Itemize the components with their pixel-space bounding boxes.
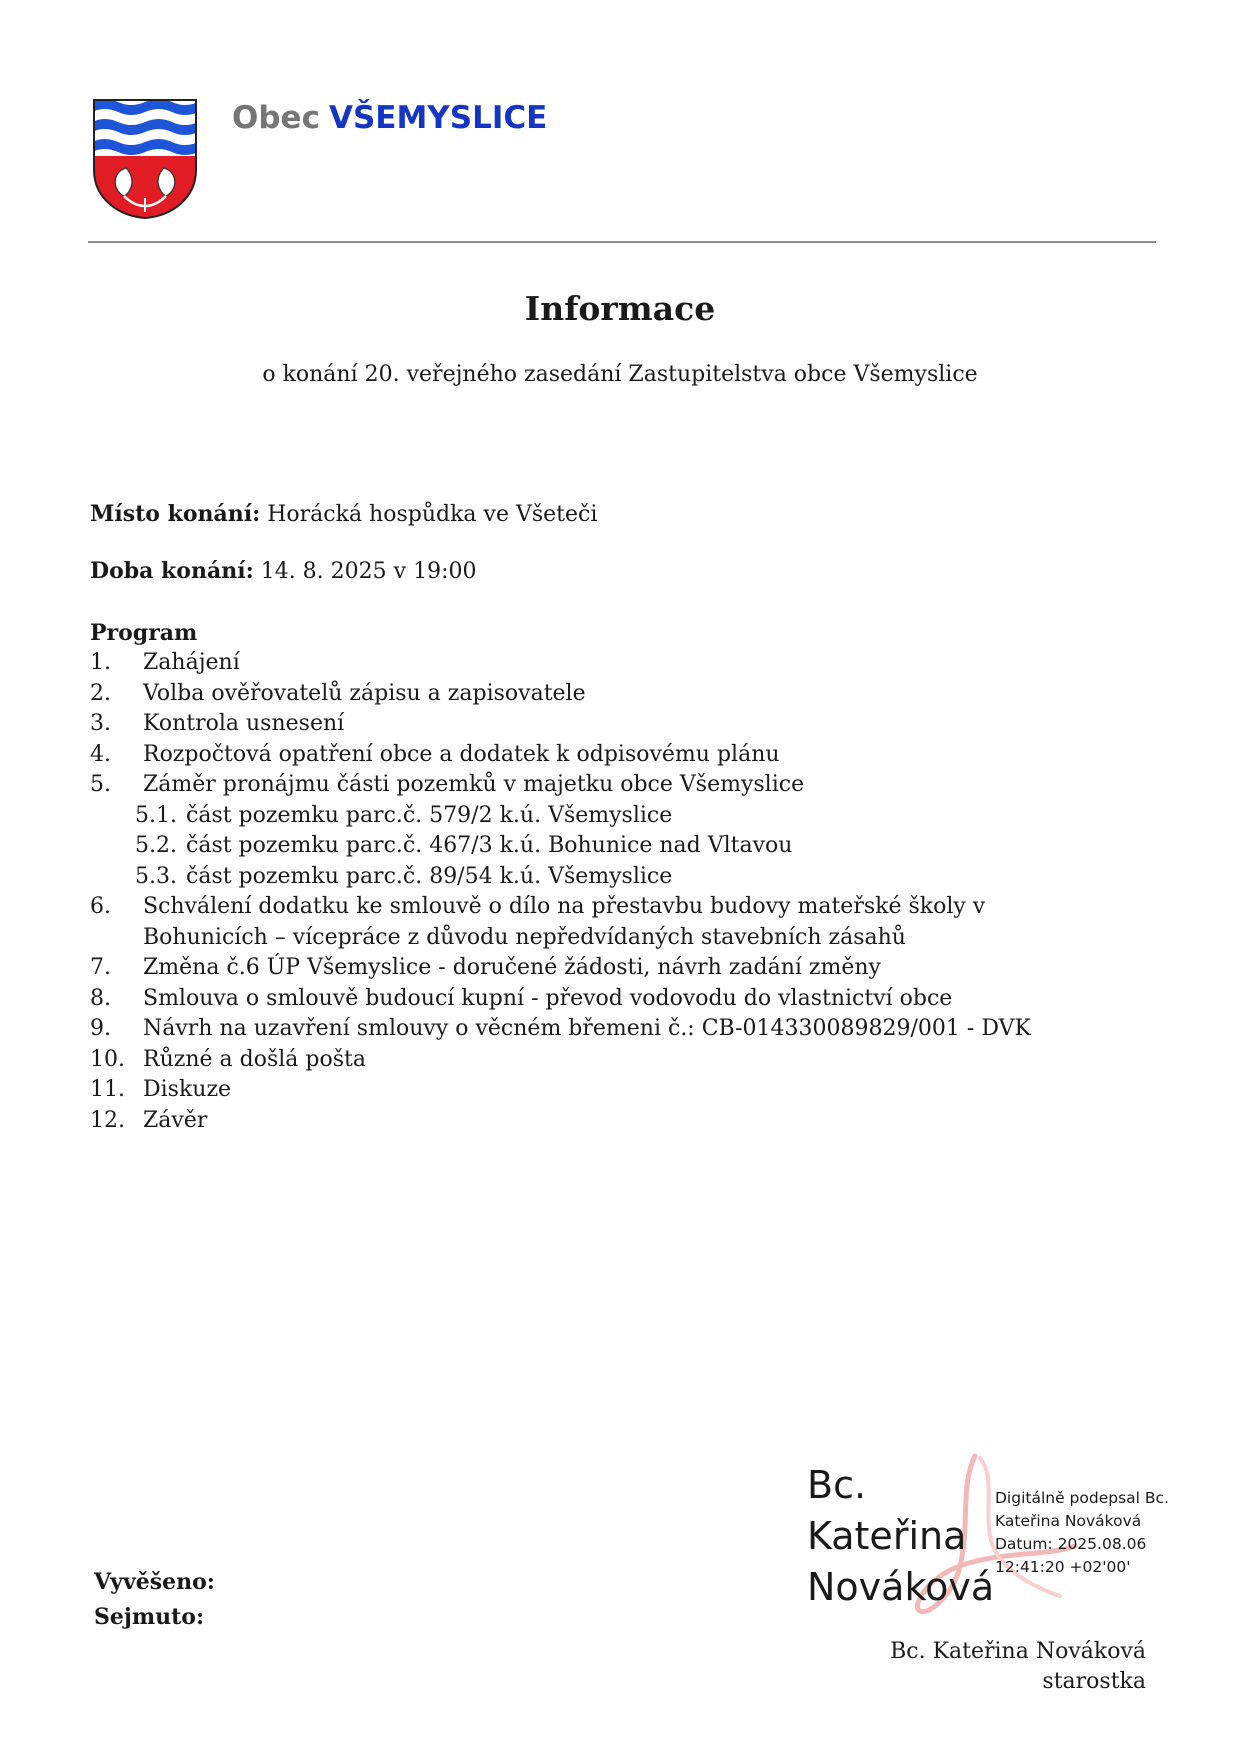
- meeting-time: [90, 558, 476, 584]
- meeting-place-value: Horácká hospůdka ve Všeteči: [267, 502, 598, 527]
- document-title: Informace: [524, 289, 716, 328]
- municipality-header: [232, 100, 547, 136]
- posted-label: Vyvěšeno:: [94, 1569, 215, 1595]
- meeting-place-label: Místo konání:: [90, 501, 261, 527]
- municipality-prefix: Obec: [232, 100, 320, 136]
- meeting-time-value: 14. 8. 2025 v 19:00: [260, 559, 477, 584]
- program-item: 12. Závěr: [90, 1107, 208, 1133]
- document-subtitle: o konání 20. veřejného zasedání Zastupitelstva obce Všemyslice: [262, 362, 978, 387]
- digital-signature-name: Bc. Kateřina Nováková: [807, 1463, 995, 1609]
- program-item: 9. Návrh na uzavření smlouvy o věcném břemeni č.: CB-014330089829/001 - DVK: [90, 1016, 1031, 1041]
- program-item: 2. Volba ověřovatelů zápisu a zapisovatele: [90, 680, 586, 706]
- removed-label: Sejmuto:: [94, 1604, 205, 1630]
- program-subitem: 5.1. část pozemku parc.č. 579/2 k.ú. Všemyslice: [135, 802, 673, 828]
- program-item: 6. Schválení dodatku ke smlouvě o dílo na přestavbu budovy mateřské školy v Bohunicích – vícepráce z důvodu nepředvídaných stavebních zásahů: [90, 894, 986, 950]
- program-item: 5. Záměr pronájmu části pozemků v majetku obce Všemyslice: [90, 772, 805, 797]
- program-item: 7. Změna č.6 ÚP Všemyslice - doručené žádosti, návrh zadání změny: [90, 955, 881, 980]
- municipality-name: VŠEMYSLICE: [328, 100, 548, 136]
- program-item: 3. Kontrola usnesení: [90, 711, 345, 736]
- header-divider: [88, 241, 1156, 243]
- program-item: 1. Zahájení: [90, 650, 240, 675]
- program-item: 8. Smlouva o smlouvě budoucí kupní - převod vodovodu do vlastnictví obce: [90, 985, 953, 1011]
- program-heading: Program: [90, 620, 198, 646]
- digital-signature-info: Digitálně podepsal Bc. Kateřina Nováková Datum: 2025.08.06 12:41:20 +02'00': [995, 1489, 1169, 1576]
- program-item: 11. Diskuze: [90, 1077, 232, 1102]
- program-item: 4. Rozpočtová opatření obce a dodatek k odpisovému plánu: [90, 741, 780, 767]
- program-item: 10. Různé a došlá pošta: [90, 1046, 366, 1072]
- program-subitem: 5.2. část pozemku parc.č. 467/3 k.ú. Bohunice nad Vltavou: [135, 833, 793, 858]
- meeting-place: [90, 501, 597, 527]
- signer-role: starostka: [1042, 1669, 1146, 1694]
- meeting-time-label: Doba konání:: [90, 558, 254, 584]
- coat-of-arms-icon: [92, 98, 198, 220]
- program-list: [90, 648, 1090, 1136]
- program-subitem: 5.3. část pozemku parc.č. 89/54 k.ú. Všemyslice: [135, 863, 673, 889]
- signer-block: [880, 1637, 1146, 1697]
- signer-name: Bc. Kateřina Nováková: [890, 1639, 1146, 1664]
